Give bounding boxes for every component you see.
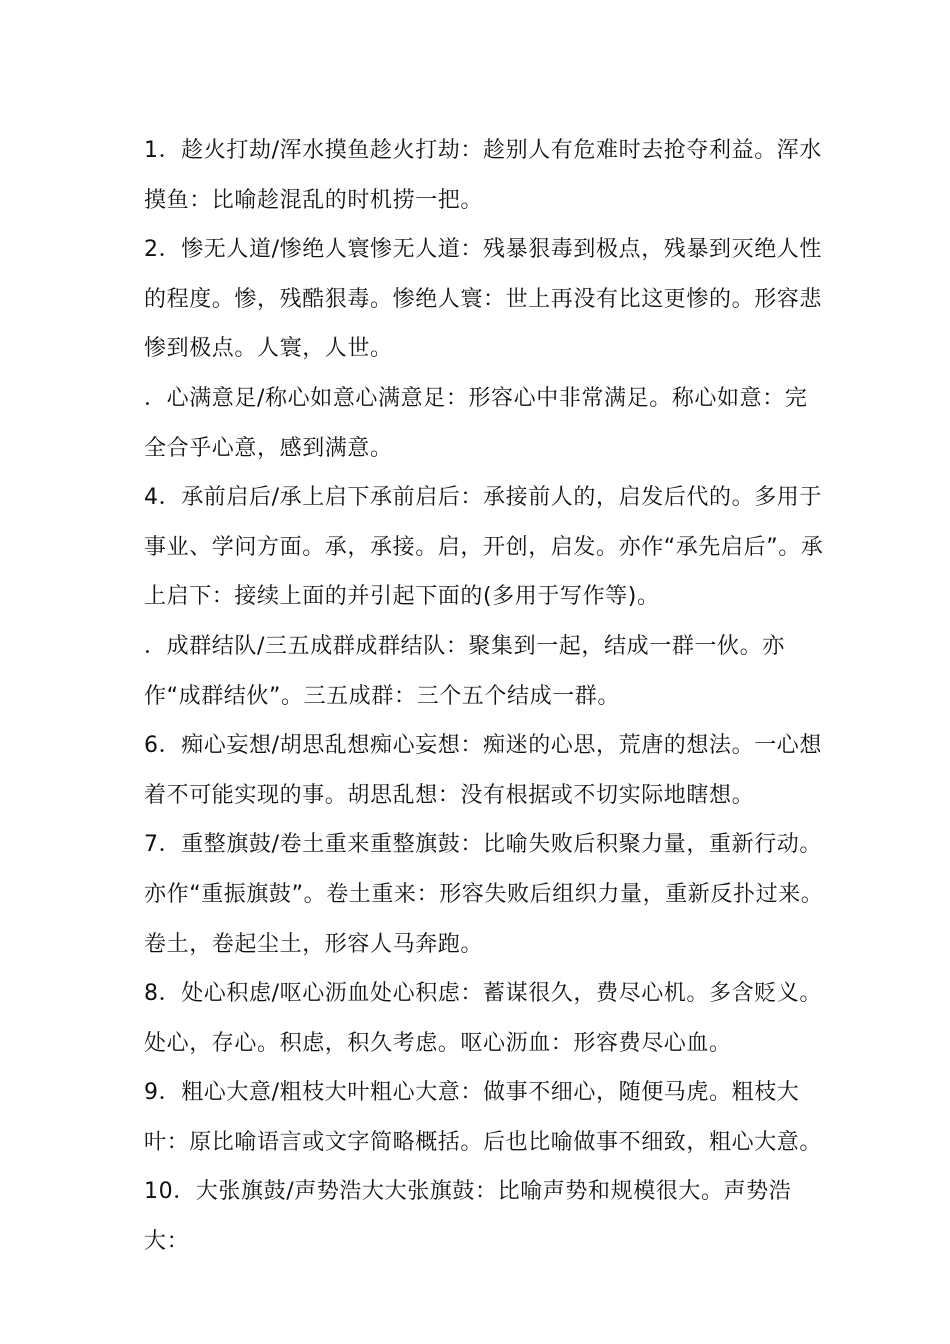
idiom-entry-4: 4．承前启后/承上启下承前启后：承接前人的，启发后代的。多用于事业、学问方面。承，承接。启，开创，启发。亦作“承先启后”。承上启下：接续上面的并引起下面的(多用于写作等)。 (144, 485, 824, 610)
document-body (144, 126, 829, 1267)
idiom-entry-7: 7．重整旗鼓/卷土重来重整旗鼓：比喻失败后积聚力量，重新行动。亦作“重振旗鼓”。卷土重来：形容失败后组织力量，重新反扑过来。卷土，卷起尘土，形容人马奔跑。 (144, 832, 824, 957)
idiom-entry-2: 2．惨无人道/惨绝人寰惨无人道：残暴狠毒到极点，残暴到灭绝人性的程度。惨，残酷狠毒。惨绝人寰：世上再没有比这更惨的。形容悲惨到极点。人寰，人世。 (144, 237, 823, 362)
idiom-entry-3: ．心满意足/称心如意心满意足：形容心中非常满足。称心如意：完全合乎心意，感到满意。 (144, 385, 808, 461)
idiom-entry-5: ．成群结队/三五成群成群结队：聚集到一起，结成一群一伙。亦作“成群结伙”。三五成群：三个五个结成一群。 (144, 633, 785, 709)
idiom-entry-8: 8．处心积虑/呕心沥血处心积虑：蓄谋很久，费尽心机。多含贬义。处心，存心。积虑，积久考虑。呕心沥血：形容费尽心血。 (144, 981, 823, 1056)
idiom-entry-9: 9．粗心大意/粗枝大叶粗心大意：做事不细心，随便马虎。粗枝大叶：原比喻语言或文字简略概括。后也比喻做事不细致，粗心大意。 (144, 1080, 823, 1155)
idiom-entry-6: 6．痴心妄想/胡思乱想痴心妄想：痴迷的心思，荒唐的想法。一心想着不可能实现的事。胡思乱想：没有根据或不切实际地瞎想。 (144, 733, 823, 808)
idiom-entry-10: 10．大张旗鼓/声势浩大大张旗鼓：比喻声势和规模很大。声势浩大： (144, 1179, 792, 1255)
idiom-entry-1: 1．趁火打劫/浑水摸鱼趁火打劫：趁别人有危难时去抢夺利益。浑水摸鱼：比喻趁混乱的时机捞一把。 (144, 138, 823, 213)
